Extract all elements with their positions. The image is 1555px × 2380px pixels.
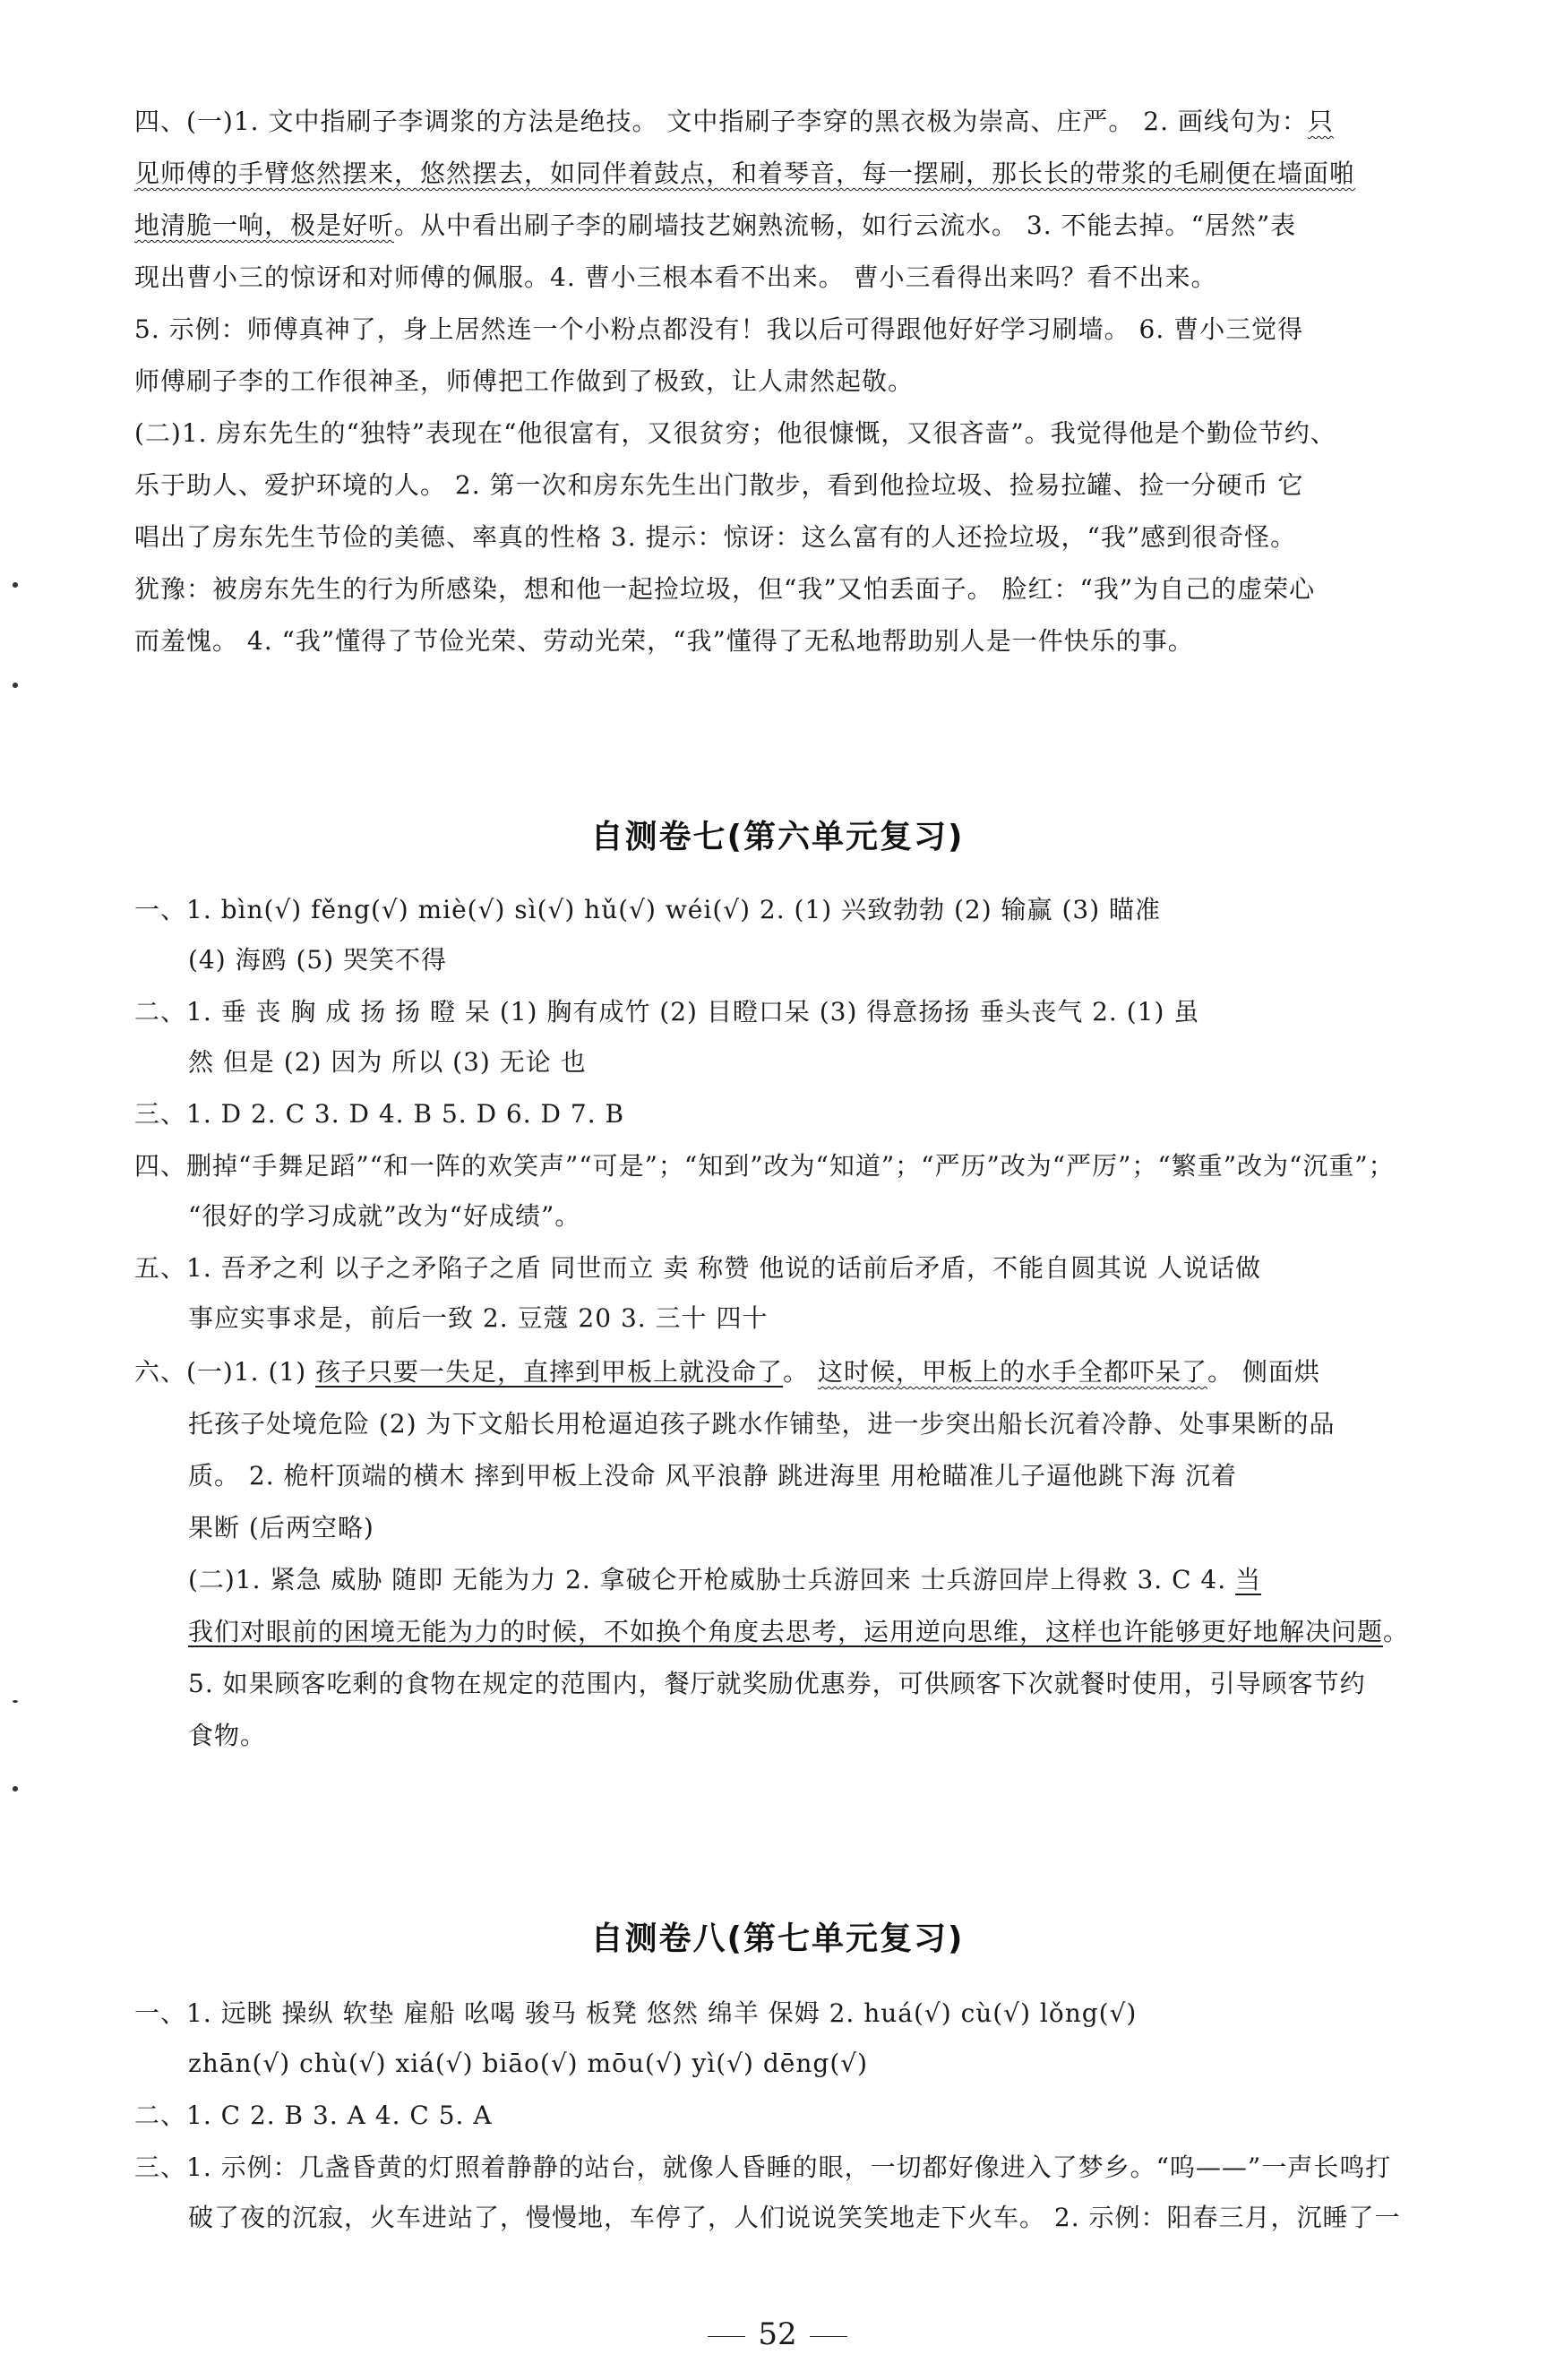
answer-line: 师傅刷子李的工作很神圣，师傅把工作做到了极致，让人肃然起敬。 bbox=[134, 366, 915, 396]
page-number-dash bbox=[810, 2336, 847, 2337]
answer-line: 二、1. C 2. B 3. A 4. C 5. A bbox=[134, 2101, 493, 2130]
answer-line: 我们对眼前的困境无能为力的时候，不如换个角度去思考，运用逆向思维，这样也许能够更好地解决问题。 bbox=[188, 1617, 1410, 1646]
test-eight-title: 自测卷八(第七单元复习) bbox=[590, 1920, 965, 1957]
answer-line: “很好的学习成就”改为“好成绩”。 bbox=[188, 1201, 581, 1231]
answer-line: 质。 2. 桅杆顶端的横木 摔到甲板上没命 风平浪静 跳进海里 用枪瞄准儿子逼他跳下海 沉着 bbox=[188, 1461, 1238, 1491]
answer-line: 见师傅的手臂悠然摆来，悠然摆去，如同伴着鼓点，和着琴音，每一摆刷，那长长的带浆的毛刷便在墙面啪 bbox=[134, 159, 1356, 188]
answer-line: 五、1. 吾矛之利 以子之矛陷子之盾 同世而立 卖 称赞 他说的话前后矛盾，不能自圆其说 人说话做 bbox=[134, 1253, 1262, 1283]
answer-line: 四、删掉“手舞足蹈”“和一阵的欢笑声”“可是”；“知到”改为“知道”；“严历”改为“严厉”；“繁重”改为“沉重”； bbox=[134, 1151, 1395, 1181]
answer-line: 乐于助人、爱护环境的人。 2. 第一次和房东先生出门散步，看到他捡垃圾、捡易拉罐、捡一分硬币 它 bbox=[134, 470, 1304, 500]
answer-line: 果断 (后两空略) bbox=[188, 1513, 374, 1542]
answer-line: (二)1. 房东先生的“独特”表现在“他很富有，又很贫穷；他很慷慨，又很吝啬”。我觉得他是个勤俭节约、 bbox=[134, 418, 1336, 448]
answer-line: 而羞愧。 4. “我”懂得了节俭光荣、劳动光荣，“我”懂得了无私地帮助别人是一件快乐的事。 bbox=[134, 626, 1194, 656]
margin-dot bbox=[13, 1786, 18, 1791]
answer-line: 三、1. D 2. C 3. D 4. B 5. D 6. D 7. B bbox=[134, 1099, 625, 1129]
answer-line: 一、1. 远眺 操纵 软垫 雇船 吆喝 骏马 板凳 悠然 绵羊 保姆 2. huá(√) cù(√) lǒng(√) bbox=[134, 1998, 1138, 2028]
answer-line: 一、1. bìn(√) fěng(√) miè(√) sì(√) hǔ(√) wéi(√) 2. (1) 兴致勃勃 (2) 输赢 (3) 瞄准 bbox=[134, 895, 1162, 924]
answer-line: 5. 如果顾客吃剩的食物在规定的范围内，餐厅就奖励优惠券，可供顾客下次就餐时使用，引导顾客节约 bbox=[188, 1669, 1366, 1698]
answer-line: 六、(一)1. (1) 孩子只要一失足，直摔到甲板上就没命了。 这时候，甲板上的水手全都吓呆了。 侧面烘 bbox=[134, 1357, 1320, 1387]
answer-line: 唱出了房东先生节俭的美德、率真的性格 3. 提示：惊讶：这么富有的人还捡垃圾，“我”感到很奇怪。 bbox=[134, 522, 1297, 552]
answer-line: 托孩子处境危险 (2) 为下文船长用枪逼迫孩子跳水作铺垫，进一步突出船长沉着冷静、处事果断的品 bbox=[188, 1409, 1336, 1439]
margin-dot bbox=[13, 683, 18, 688]
answer-line: 二、1. 垂 丧 胸 成 扬 扬 瞪 呆 (1) 胸有成竹 (2) 目瞪口呆 (3) 得意扬扬 垂头丧气 2. (1) 虽 bbox=[134, 997, 1200, 1027]
answer-line: 现出曹小三的惊讶和对师傅的佩服。4. 曹小三根本看不出来。 曹小三看得出来吗？看不出来。 bbox=[134, 262, 1217, 292]
page-number-dash bbox=[708, 2336, 745, 2337]
margin-dot bbox=[13, 1700, 18, 1703]
answer-line: 破了夜的沉寂，火车进站了，慢慢地，车停了，人们说说笑笑地走下火车。 2. 示例：阳春三月，沉睡了一 bbox=[188, 2203, 1401, 2232]
answer-line: 犹豫：被房东先生的行为所感染，想和他一起捡垃圾，但“我”又怕丢面子。 脸红：“我”为自己的虚荣心 bbox=[134, 574, 1316, 604]
answer-line: zhān(√) chù(√) xiá(√) biāo(√) mōu(√) yì(√) dēng(√) bbox=[188, 2049, 869, 2078]
answer-line: 事应实事求是，前后一致 2. 豆蔻 20 3. 三十 四十 bbox=[188, 1303, 769, 1333]
test-seven-title: 自测卷七(第六单元复习) bbox=[590, 819, 965, 855]
answer-line: (二)1. 紧急 威胁 随即 无能为力 2. 拿破仑开枪威胁士兵游回来 士兵游回岸上得救 3. C 4. 当 bbox=[188, 1565, 1262, 1594]
answer-line: 三、1. 示例：几盏昏黄的灯照着静静的站台，就像人昏睡的眼，一切都好像进入了梦乡。“呜——”一声长鸣打 bbox=[134, 2152, 1392, 2182]
margin-dot bbox=[13, 582, 18, 588]
answer-line: (4) 海鸥 (5) 哭笑不得 bbox=[188, 945, 448, 975]
page-number: 52 bbox=[0, 2316, 1555, 2352]
answer-line: 四、(一)1. 文中指刷子李调浆的方法是绝技。 文中指刷子李穿的黑衣极为崇高、庄严。 2. 画线句为：只 bbox=[134, 107, 1334, 136]
answer-line: 食物。 bbox=[188, 1721, 267, 1750]
answer-line: 然 但是 (2) 因为 所以 (3) 无论 也 bbox=[188, 1047, 587, 1077]
answer-line: 5. 示例：师傅真神了，身上居然连一个小粉点都没有！我以后可得跟他好好学习刷墙。 6. 曹小三觉得 bbox=[134, 314, 1304, 344]
answer-line: 地清脆一响，极是好听。从中看出刷子李的刷墙技艺娴熟流畅，如行云流水。 3. 不能去掉。“居然”表 bbox=[134, 211, 1297, 240]
